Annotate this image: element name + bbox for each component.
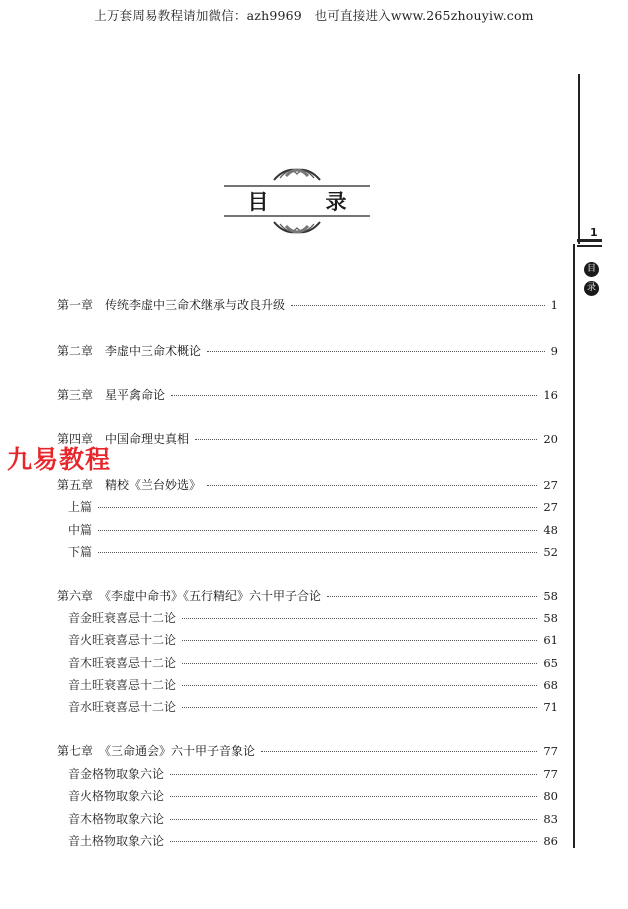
toc-dot-leader [98, 530, 537, 531]
toc-dot-leader [98, 552, 537, 553]
toc-chapter-entry[interactable] [57, 430, 558, 447]
toc-page-number: 77 [543, 767, 558, 781]
toc-section-entry[interactable] [68, 498, 558, 515]
toc-chapter-entry[interactable] [57, 742, 558, 759]
toc-page-number: 65 [543, 656, 558, 670]
toc-entry-label: 第一章 传统李虚中三命术继承与改良升级 [57, 298, 286, 312]
toc-entry-label: 音金旺衰喜忌十二论 [68, 611, 177, 625]
toc-page-number: 68 [543, 678, 558, 692]
spine-line-bottom [573, 244, 575, 848]
toc-dot-leader [171, 395, 537, 396]
toc-page-number: 83 [543, 812, 558, 826]
toc-section-entry[interactable] [68, 654, 558, 671]
header-banner: 上万套周易教程请加微信：azh9969 也可直接进入www.265zhouyiw.com [94, 8, 534, 23]
toc-page-number: 9 [550, 344, 558, 358]
toc-section-entry[interactable] [68, 832, 558, 849]
toc-entry-label: 音火旺衰喜忌十二论 [68, 633, 177, 647]
toc-page-number: 16 [543, 388, 558, 402]
toc-entry-label: 上篇 [68, 500, 93, 514]
toc-page-number: 77 [543, 744, 558, 758]
toc-entry-label: 音水旺衰喜忌十二论 [68, 700, 177, 714]
toc-chapter-entry[interactable] [57, 386, 558, 403]
toc-entry-label: 第六章 《李虚中命书》《五行精纪》六十甲子合论 [57, 589, 322, 603]
toc-dot-leader [207, 485, 537, 486]
toc-dot-leader [327, 596, 537, 597]
toc-dot-leader [182, 663, 537, 664]
toc-dot-leader [207, 351, 545, 352]
toc-page-number: 52 [543, 545, 558, 559]
toc-dot-leader [182, 640, 537, 641]
toc-section-entry[interactable] [68, 521, 558, 538]
toc-dot-leader [170, 774, 537, 775]
toc-dot-leader [170, 841, 537, 842]
toc-entry-label: 第七章 《三命通会》六十甲子音象论 [57, 744, 256, 758]
toc-chapter-entry[interactable] [57, 476, 558, 493]
toc-chapter-entry[interactable] [57, 296, 558, 313]
side-tab-char-1: 目 [584, 262, 599, 277]
spine-bar-2 [577, 245, 602, 247]
toc-entry-label: 中篇 [68, 523, 93, 537]
toc-page-number: 71 [543, 700, 558, 714]
toc-section-entry[interactable] [68, 676, 558, 693]
side-page-number: 1 [590, 226, 598, 239]
toc-chapter-entry[interactable] [57, 587, 558, 604]
watermark-logo: 九易教程 [7, 445, 112, 474]
toc-dot-leader [98, 507, 537, 508]
toc-dot-leader [182, 618, 537, 619]
toc-dot-leader [291, 305, 545, 306]
toc-dot-leader [170, 796, 537, 797]
toc-entry-label: 音木格物取象六论 [68, 812, 165, 826]
toc-section-entry[interactable] [68, 609, 558, 626]
toc-entry-label: 音火格物取象六论 [68, 789, 165, 803]
toc-section-entry[interactable] [68, 810, 558, 827]
toc-entry-label: 第三章 星平禽命论 [57, 388, 166, 402]
toc-section-entry[interactable] [68, 787, 558, 804]
toc-entry-label: 第四章 中国命理史真相 [57, 432, 190, 446]
toc-entry-label: 音金格物取象六论 [68, 767, 165, 781]
toc-entry-label: 音木旺衰喜忌十二论 [68, 656, 177, 670]
toc-dot-leader [170, 819, 537, 820]
toc-page-number: 58 [543, 589, 558, 603]
toc-page-number: 61 [543, 633, 558, 647]
toc-section-entry[interactable] [68, 765, 558, 782]
page-title: 目 录 [247, 190, 365, 214]
spine-bar-1 [577, 239, 602, 242]
toc-entry-label: 下篇 [68, 545, 93, 559]
toc-page-number: 20 [543, 432, 558, 446]
toc-page-number: 1 [550, 298, 558, 312]
toc-dot-leader [182, 685, 537, 686]
toc-dot-leader [182, 707, 537, 708]
toc-entry-label: 音土格物取象六论 [68, 834, 165, 848]
toc-entry-label: 第五章 精校《兰台妙选》 [57, 478, 202, 492]
toc-dot-leader [195, 439, 537, 440]
toc-entry-label: 第二章 李虚中三命术概论 [57, 344, 202, 358]
toc-section-entry[interactable] [68, 631, 558, 648]
toc-page-number: 58 [543, 611, 558, 625]
toc-page-number: 86 [543, 834, 558, 848]
toc-section-entry[interactable] [68, 543, 558, 560]
toc-page-number: 80 [543, 789, 558, 803]
spine-line-top [578, 74, 580, 244]
toc-page-number: 27 [543, 500, 558, 514]
side-tab-char-2: 录 [584, 281, 599, 296]
toc-dot-leader [261, 751, 537, 752]
toc-page-number: 27 [543, 478, 558, 492]
toc-section-entry[interactable] [68, 698, 558, 715]
toc-chapter-entry[interactable] [57, 342, 558, 359]
toc-entry-label: 音土旺衰喜忌十二论 [68, 678, 177, 692]
toc-page-number: 48 [543, 523, 558, 537]
